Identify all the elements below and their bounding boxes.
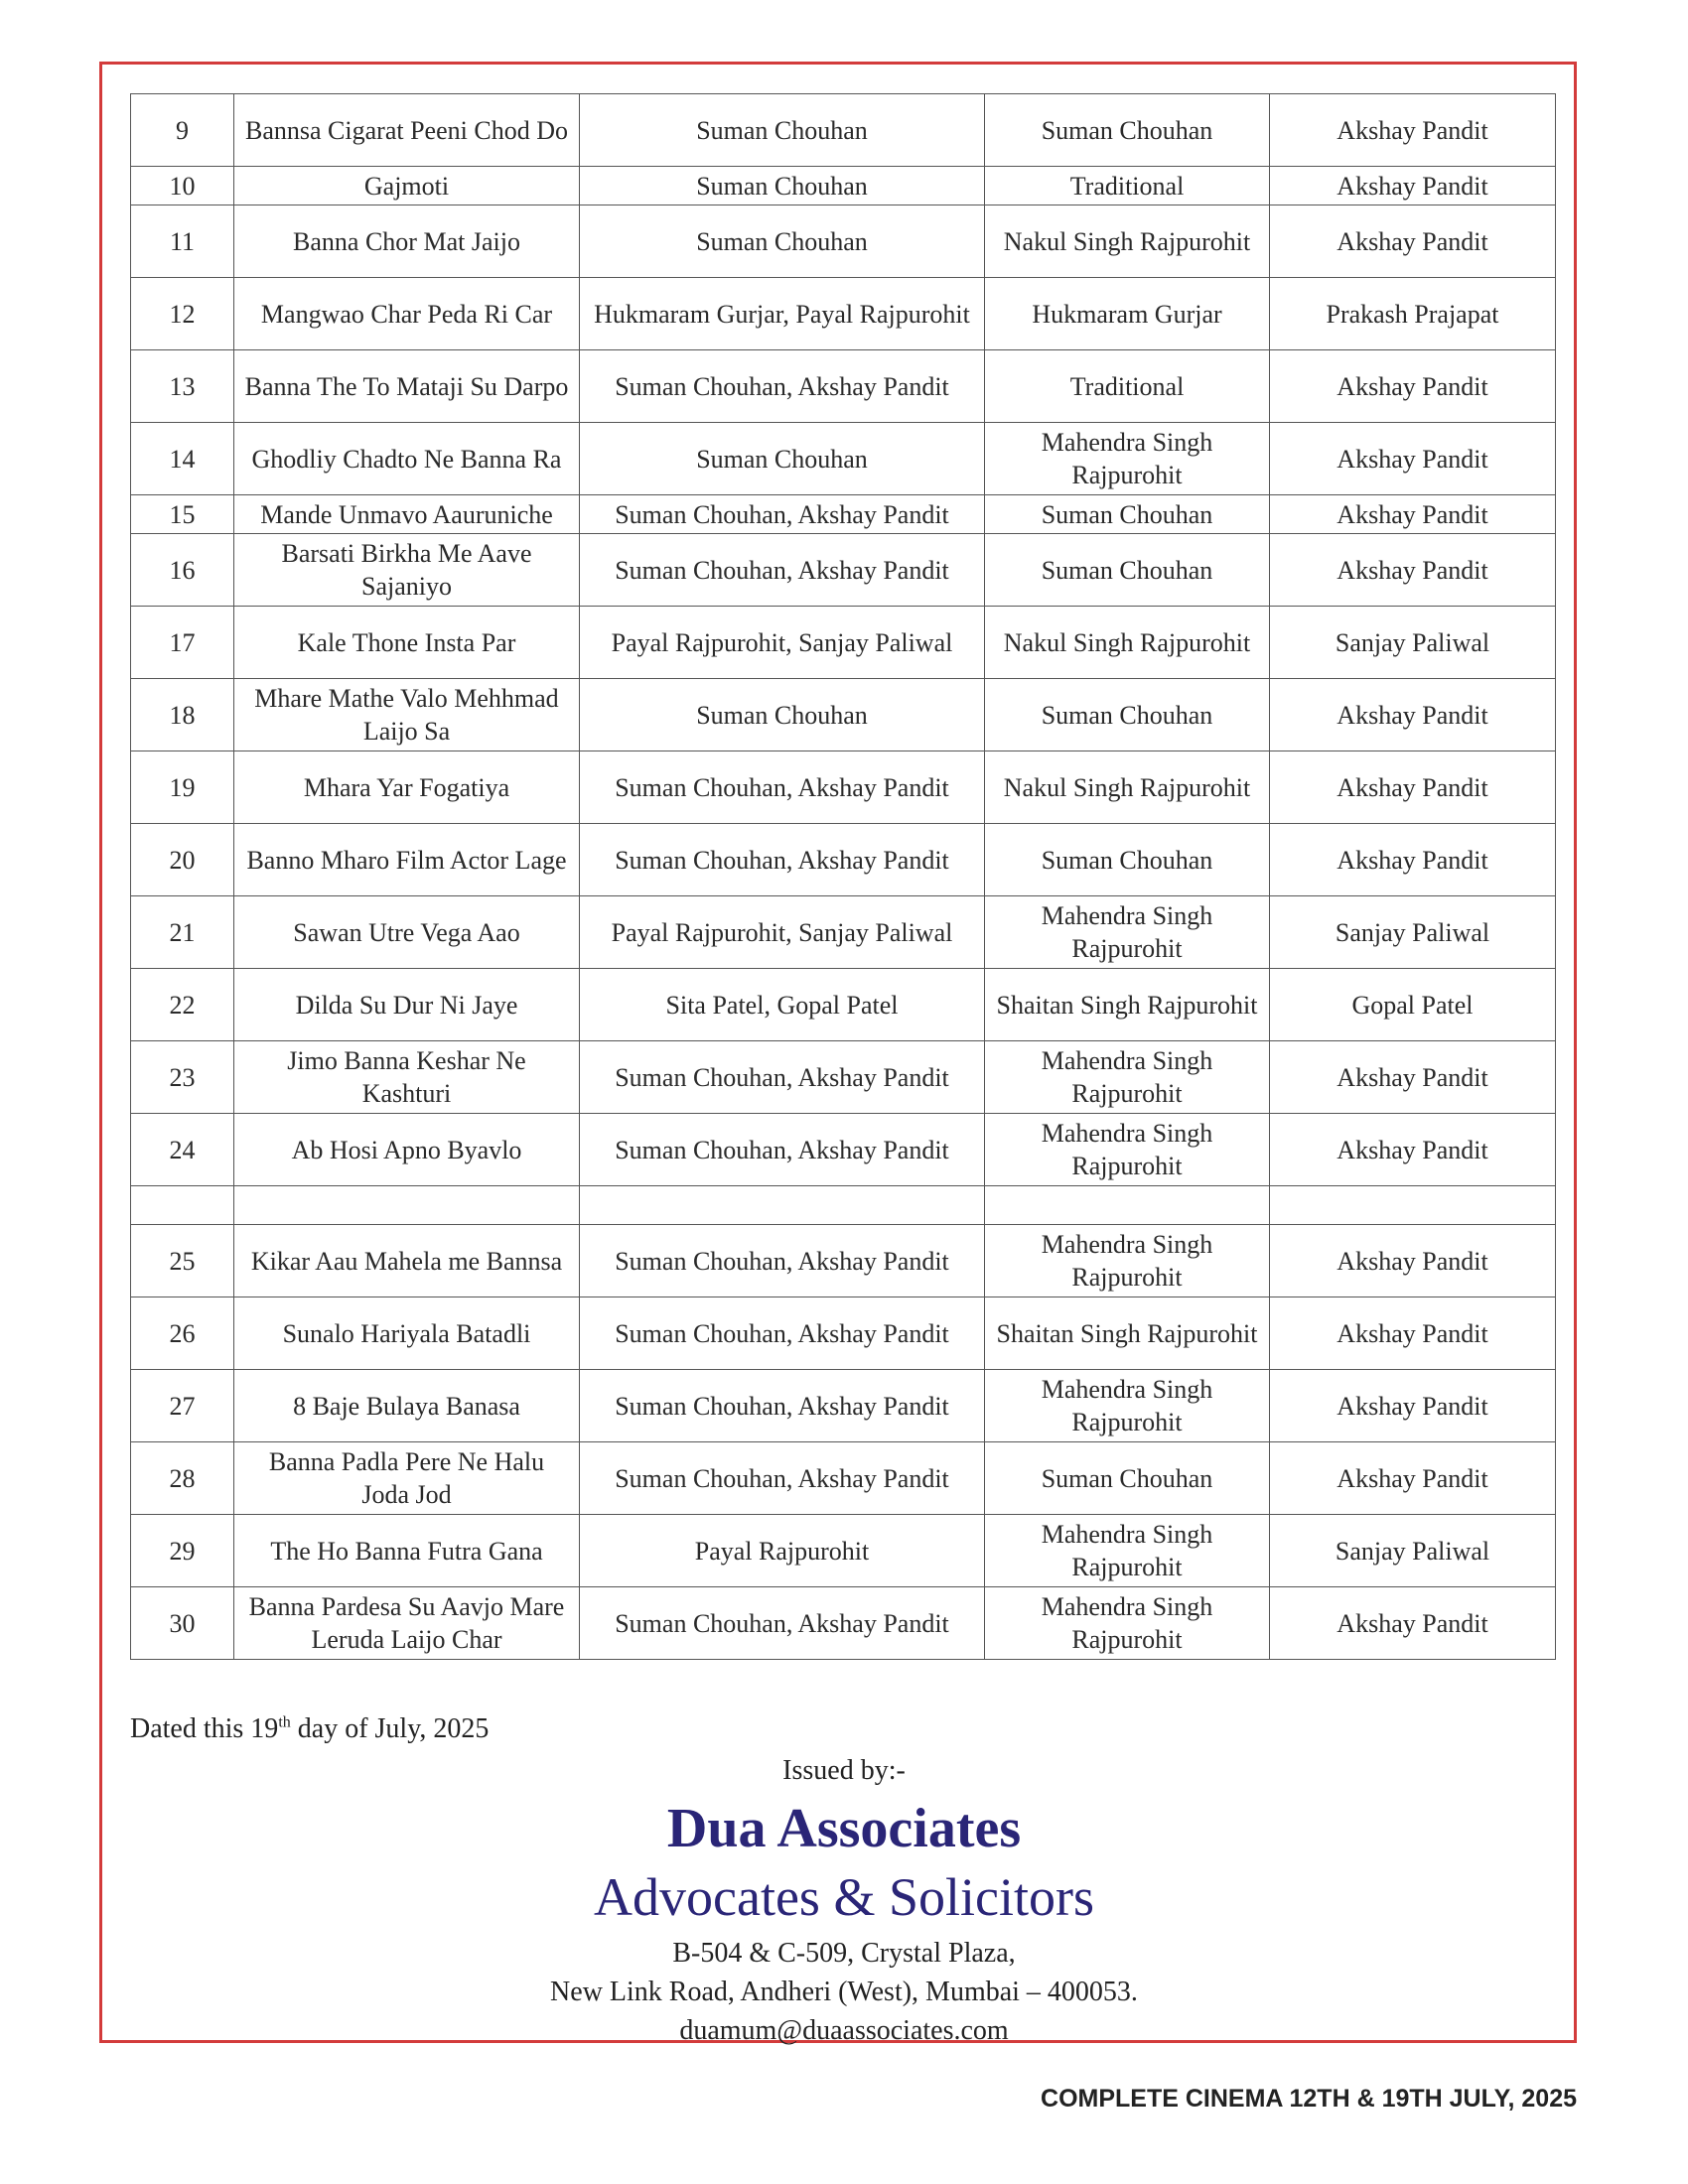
cell-song: Barsati Birkha Me Aave Sajaniyo (234, 534, 580, 607)
cell-lyricist: Suman Chouhan (985, 94, 1270, 167)
table-row (131, 1114, 1556, 1186)
table-row (131, 495, 1556, 534)
cell-lyricist: Mahendra Singh Rajpurohit (985, 896, 1270, 969)
table-row (131, 534, 1556, 607)
table-row (131, 1370, 1556, 1442)
cell-composer: Akshay Pandit (1270, 350, 1556, 423)
cell-song: Mhare Mathe Valo Mehhmad Laijo Sa (234, 679, 580, 751)
cell-singer: Suman Chouhan, Akshay Pandit (580, 495, 985, 534)
cell-no: 19 (131, 751, 234, 824)
address-line-2: New Link Road, Andheri (West), Mumbai – 400053. (550, 1977, 1138, 2007)
table-row (131, 423, 1556, 495)
cell-composer: Akshay Pandit (1270, 1370, 1556, 1442)
firm-subtitle: Advocates & Solicitors (594, 1867, 1094, 1927)
table-row (131, 94, 1556, 167)
cell-no: 14 (131, 423, 234, 495)
cell-composer: Akshay Pandit (1270, 205, 1556, 278)
cell-lyricist: Mahendra Singh Rajpurohit (985, 1041, 1270, 1114)
dated-line: Dated this 19th day of July, 2025 (130, 1713, 490, 1744)
issued-by: Issued by:- (782, 1755, 906, 1786)
cell-singer: Hukmaram Gurjar, Payal Rajpurohit (580, 278, 985, 350)
songs-table (130, 93, 1556, 1660)
cell-singer: Suman Chouhan, Akshay Pandit (580, 1225, 985, 1297)
cell-lyricist: Hukmaram Gurjar (985, 278, 1270, 350)
email-address: duamum@duaassociates.com (679, 2015, 1009, 2046)
cell-no: 23 (131, 1041, 234, 1114)
cell-no: 11 (131, 205, 234, 278)
cell-lyricist: Suman Chouhan (985, 534, 1270, 607)
cell-lyricist: Nakul Singh Rajpurohit (985, 205, 1270, 278)
cell-no: 28 (131, 1442, 234, 1515)
cell-no: 15 (131, 495, 234, 534)
cell-composer: Sanjay Paliwal (1270, 1515, 1556, 1587)
cell-lyricist: Suman Chouhan (985, 495, 1270, 534)
cell-singer: Sita Patel, Gopal Patel (580, 969, 985, 1041)
cell-composer: Akshay Pandit (1270, 679, 1556, 751)
cell-lyricist: Mahendra Singh Rajpurohit (985, 423, 1270, 495)
cell-composer: Prakash Prajapat (1270, 278, 1556, 350)
cell-composer: Akshay Pandit (1270, 167, 1556, 205)
table-row (131, 1442, 1556, 1515)
cell-no: 27 (131, 1370, 234, 1442)
cell-composer: Akshay Pandit (1270, 1587, 1556, 1660)
cell-composer: Sanjay Paliwal (1270, 607, 1556, 679)
table-row (131, 167, 1556, 205)
cell-song: Mangwao Char Peda Ri Car (234, 278, 580, 350)
table-row (131, 1041, 1556, 1114)
cell-song: The Ho Banna Futra Gana (234, 1515, 580, 1587)
cell-singer: Payal Rajpurohit, Sanjay Paliwal (580, 896, 985, 969)
cell-lyricist: Shaitan Singh Rajpurohit (985, 1297, 1270, 1370)
table-row (131, 350, 1556, 423)
table-row (131, 1515, 1556, 1587)
cell-singer: Suman Chouhan, Akshay Pandit (580, 1442, 985, 1515)
cell-song: Dilda Su Dur Ni Jaye (234, 969, 580, 1041)
cell-song: Mhara Yar Fogatiya (234, 751, 580, 824)
cell-singer: Suman Chouhan, Akshay Pandit (580, 824, 985, 896)
cell-song: Gajmoti (234, 167, 580, 205)
table-row (131, 278, 1556, 350)
cell-singer: Suman Chouhan (580, 167, 985, 205)
cell-no: 20 (131, 824, 234, 896)
cell-composer (1270, 1186, 1556, 1225)
cell-song: Banna Chor Mat Jaijo (234, 205, 580, 278)
cell-song: Banna Padla Pere Ne Halu Joda Jod (234, 1442, 580, 1515)
cell-lyricist: Traditional (985, 350, 1270, 423)
table-row (131, 607, 1556, 679)
cell-lyricist: Suman Chouhan (985, 824, 1270, 896)
cell-no: 10 (131, 167, 234, 205)
cell-composer: Akshay Pandit (1270, 751, 1556, 824)
cell-composer: Akshay Pandit (1270, 423, 1556, 495)
cell-no: 18 (131, 679, 234, 751)
cell-song: Mande Unmavo Aauruniche (234, 495, 580, 534)
table-row (131, 1297, 1556, 1370)
cell-no: 9 (131, 94, 234, 167)
cell-song: Kikar Aau Mahela me Bannsa (234, 1225, 580, 1297)
firm-name: Dua Associates (666, 1798, 1022, 1859)
table-row (131, 969, 1556, 1041)
table-row (131, 896, 1556, 969)
cell-no: 13 (131, 350, 234, 423)
cell-lyricist: Mahendra Singh Rajpurohit (985, 1225, 1270, 1297)
cell-no: 25 (131, 1225, 234, 1297)
cell-song: Sunalo Hariyala Batadli (234, 1297, 580, 1370)
cell-lyricist: Nakul Singh Rajpurohit (985, 751, 1270, 824)
cell-composer: Akshay Pandit (1270, 824, 1556, 896)
cell-song: 8 Baje Bulaya Banasa (234, 1370, 580, 1442)
cell-lyricist: Mahendra Singh Rajpurohit (985, 1587, 1270, 1660)
table-row (131, 1186, 1556, 1225)
table-row (131, 1225, 1556, 1297)
cell-no: 29 (131, 1515, 234, 1587)
cell-no: 17 (131, 607, 234, 679)
table-row (131, 1587, 1556, 1660)
cell-singer: Suman Chouhan (580, 423, 985, 495)
cell-song: Kale Thone Insta Par (234, 607, 580, 679)
table-row (131, 751, 1556, 824)
cell-composer: Gopal Patel (1270, 969, 1556, 1041)
address-line-1: B-504 & C-509, Crystal Plaza, (672, 1938, 1016, 1969)
cell-lyricist: Mahendra Singh Rajpurohit (985, 1370, 1270, 1442)
cell-lyricist: Nakul Singh Rajpurohit (985, 607, 1270, 679)
cell-composer: Akshay Pandit (1270, 534, 1556, 607)
cell-lyricist: Traditional (985, 167, 1270, 205)
cell-singer: Suman Chouhan, Akshay Pandit (580, 1114, 985, 1186)
cell-no: 22 (131, 969, 234, 1041)
cell-composer: Akshay Pandit (1270, 1041, 1556, 1114)
cell-singer: Suman Chouhan, Akshay Pandit (580, 350, 985, 423)
cell-lyricist: Mahendra Singh Rajpurohit (985, 1114, 1270, 1186)
cell-song: Jimo Banna Keshar Ne Kashturi (234, 1041, 580, 1114)
cell-composer: Akshay Pandit (1270, 495, 1556, 534)
cell-singer: Suman Chouhan, Akshay Pandit (580, 751, 985, 824)
cell-lyricist: Suman Chouhan (985, 1442, 1270, 1515)
cell-song: Sawan Utre Vega Aao (234, 896, 580, 969)
cell-lyricist (985, 1186, 1270, 1225)
cell-song: Ghodliy Chadto Ne Banna Ra (234, 423, 580, 495)
cell-singer: Suman Chouhan, Akshay Pandit (580, 1041, 985, 1114)
cell-song: Banna The To Mataji Su Darpo (234, 350, 580, 423)
cell-lyricist: Suman Chouhan (985, 679, 1270, 751)
cell-singer (580, 1186, 985, 1225)
cell-composer: Akshay Pandit (1270, 1114, 1556, 1186)
cell-lyricist: Shaitan Singh Rajpurohit (985, 969, 1270, 1041)
cell-singer: Suman Chouhan (580, 94, 985, 167)
table-row (131, 679, 1556, 751)
cell-song: Bannsa Cigarat Peeni Chod Do (234, 94, 580, 167)
cell-no: 21 (131, 896, 234, 969)
cell-no: 30 (131, 1587, 234, 1660)
cell-song: Banna Pardesa Su Aavjo Mare Leruda Laijo Char (234, 1587, 580, 1660)
cell-lyricist: Mahendra Singh Rajpurohit (985, 1515, 1270, 1587)
cell-no (131, 1186, 234, 1225)
cell-singer: Suman Chouhan, Akshay Pandit (580, 1587, 985, 1660)
cell-composer: Akshay Pandit (1270, 1297, 1556, 1370)
cell-singer: Payal Rajpurohit (580, 1515, 985, 1587)
cell-no: 16 (131, 534, 234, 607)
cell-composer: Akshay Pandit (1270, 1442, 1556, 1515)
table-row (131, 824, 1556, 896)
cell-singer: Suman Chouhan, Akshay Pandit (580, 1297, 985, 1370)
cell-singer: Suman Chouhan, Akshay Pandit (580, 1370, 985, 1442)
cell-composer: Sanjay Paliwal (1270, 896, 1556, 969)
cell-no: 26 (131, 1297, 234, 1370)
table-row (131, 205, 1556, 278)
cell-singer: Suman Chouhan, Akshay Pandit (580, 534, 985, 607)
cell-singer: Payal Rajpurohit, Sanjay Paliwal (580, 607, 985, 679)
cell-composer: Akshay Pandit (1270, 94, 1556, 167)
cell-no: 12 (131, 278, 234, 350)
cell-composer: Akshay Pandit (1270, 1225, 1556, 1297)
cell-song (234, 1186, 580, 1225)
cell-singer: Suman Chouhan (580, 679, 985, 751)
cell-no: 24 (131, 1114, 234, 1186)
cell-song: Banno Mharo Film Actor Lage (234, 824, 580, 896)
cell-singer: Suman Chouhan (580, 205, 985, 278)
footer-publication: COMPLETE CINEMA 12TH & 19TH JULY, 2025 (1041, 2085, 1577, 2113)
cell-song: Ab Hosi Apno Byavlo (234, 1114, 580, 1186)
